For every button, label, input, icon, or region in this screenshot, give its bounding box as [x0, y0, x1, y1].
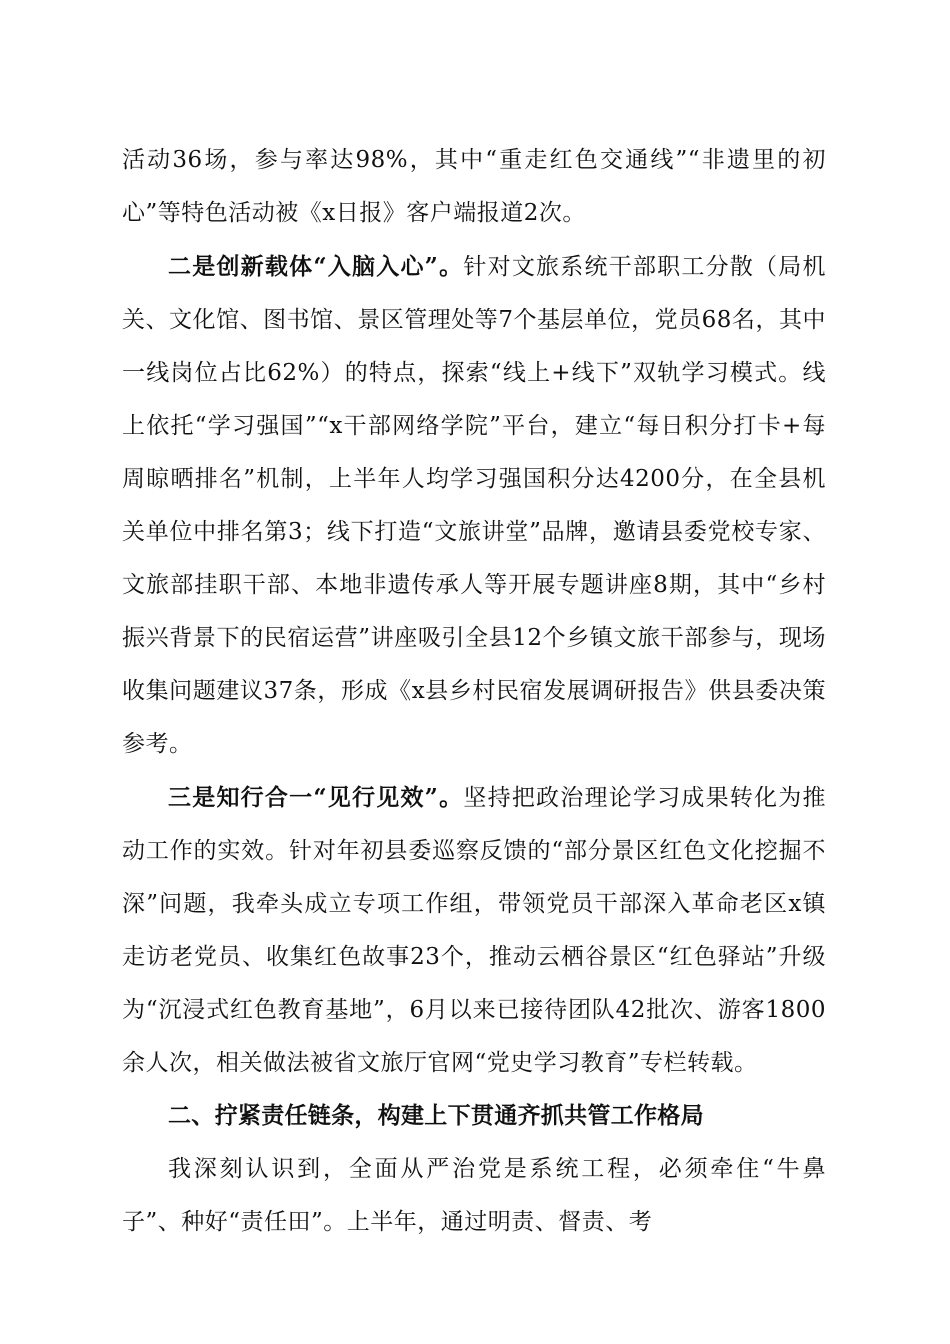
paragraph-innovation-carrier	[122, 240, 826, 771]
document-body	[122, 134, 826, 1249]
paragraph-continuation	[122, 134, 826, 240]
section-heading: 二、拧紧责任链条，构建上下贯通齐抓共管工作格局	[168, 1103, 704, 1129]
paragraph-lead: 三是知行合一“见行见效”。	[168, 784, 464, 811]
paragraph-text: 活动36场，参与率达98%，其中“重走红色交通线”“非遗里的初心”等特色活动被《x日报》客户端报道2次。	[122, 147, 826, 226]
paragraph-text: 我深刻认识到，全面从严治党是系统工程，必须牵住“牛鼻子”、种好“责任田”。上半年，通过明责、督责、考	[122, 1156, 826, 1235]
paragraph-knowledge-action	[122, 771, 826, 1090]
paragraph-responsibility	[122, 1143, 826, 1249]
paragraph-text: 坚持把政治理论学习成果转化为推动工作的实效。针对年初县委巡察反馈的“部分景区红色文化挖掘不深”问题，我牵头成立专项工作组，带领党员干部深入革命老区x镇走访老党员、收集红色故事23个，推动云栖谷景区“红色驿站”升级为“沉浸式红色教育基地”，6月以来已接待团队42批次、游客1800余人次，相关做法被省文旅厅官网“党史学习教育”专栏转载。	[122, 785, 827, 1076]
paragraph-lead: 二是创新载体“入脑入心”。	[168, 253, 464, 280]
paragraph-text: 针对文旅系统干部职工分散（局机关、文化馆、图书馆、景区管理处等7个基层单位，党员68名，其中一线岗位占比62%）的特点，探索“线上+线下”双轨学习模式。线上依托“学习强国”“x干部网络学院”平台，建立“每日积分打卡+每周晾晒排名”机制，上半年人均学习强国积分达4200分，在全县机关单位中排名第3；线下打造“文旅讲堂”品牌，邀请县委党校专家、文旅部挂职干部、本地非遗传承人等开展专题讲座8期，其中“乡村振兴背景下的民宿运营”讲座吸引全县12个乡镇文旅干部参与，现场收集问题建议37条，形成《x县乡村民宿发展调研报告》供县委决策参考。	[122, 254, 827, 757]
